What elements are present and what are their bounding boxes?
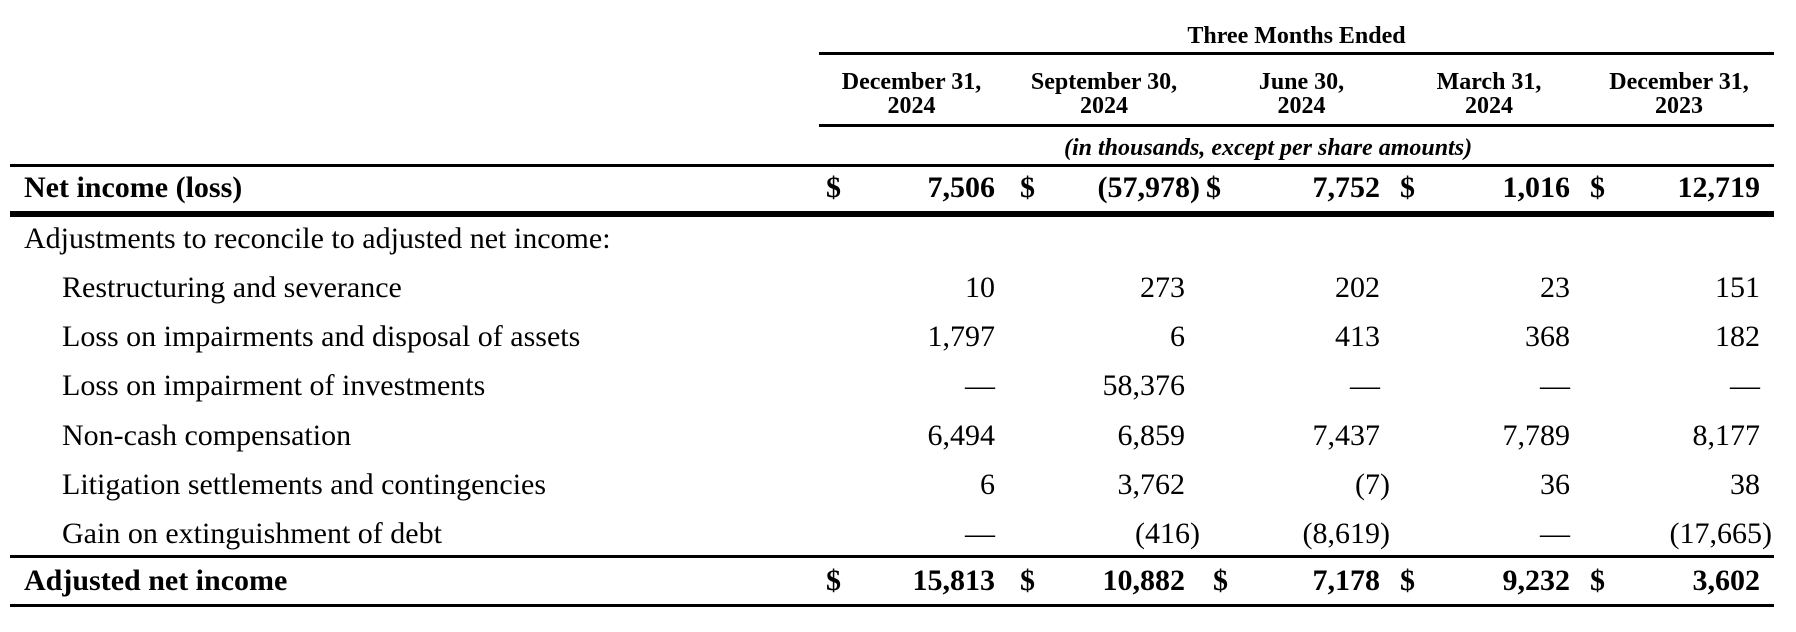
currency-symbol: $	[1020, 171, 1035, 204]
value-jun-2024: —	[1350, 369, 1380, 402]
row-label: Non-cash compensation	[62, 419, 352, 452]
value-dec-2023: 8,177	[1692, 419, 1760, 452]
value-jun-2024: 7,437	[1312, 419, 1380, 452]
currency-symbol: $	[1400, 564, 1415, 597]
row-label: Loss on impairment of investments	[62, 369, 486, 402]
row-label: Gain on extinguishment of debt	[62, 517, 442, 550]
value-dec-2024: —	[965, 369, 995, 402]
row-label: Net income (loss)	[24, 171, 243, 204]
value-jun-2024: 413	[1335, 320, 1380, 353]
value-jun-2024: 202	[1335, 271, 1380, 304]
value-dec-2024: 1,797	[927, 320, 995, 353]
column-header-line1: December 31,	[841, 69, 982, 95]
value-sep-2024: 273	[1140, 271, 1185, 304]
column-header-dec-2024	[819, 70, 1004, 118]
value-sep-2024: 6	[1170, 320, 1185, 353]
units-note: (in thousands, except per share amounts)	[1064, 135, 1473, 161]
row-label: Restructuring and severance	[62, 271, 402, 304]
currency-symbol: $	[1020, 564, 1035, 597]
value-dec-2023: 38	[1730, 468, 1760, 501]
column-header-line1: December 31,	[1609, 69, 1749, 95]
value-mar-2024: 36	[1540, 468, 1570, 501]
currency-symbol: $	[826, 171, 841, 204]
value-mar-2024: —	[1540, 517, 1570, 550]
currency-symbol: $	[1590, 171, 1605, 204]
value-jun-2024: 7,752	[1312, 171, 1380, 204]
column-header-line2: 2024	[1277, 93, 1326, 119]
column-header-line2: 2023	[1655, 93, 1703, 119]
currency-symbol: $	[826, 564, 841, 597]
value-mar-2024: 9,232	[1502, 564, 1570, 597]
value-dec-2024: 10	[965, 271, 995, 304]
column-header-line2: 2024	[1465, 93, 1513, 119]
value-sep-2024: 58,376	[1102, 369, 1185, 402]
column-header-line1: September 30,	[1030, 69, 1178, 95]
column-header-line1: June 30,	[1258, 69, 1345, 95]
column-header-dec-2023	[1584, 70, 1774, 118]
adjusted-net-income-top-rule	[10, 555, 1774, 558]
adjustments-heading: Adjustments to reconcile to adjusted net income:	[24, 222, 611, 255]
value-sep-2024: (416)	[1135, 517, 1200, 550]
row-label: Litigation settlements and contingencies	[62, 468, 547, 501]
column-header-line2: 2024	[1080, 93, 1128, 119]
value-dec-2023: 151	[1715, 271, 1760, 304]
column-header-line1: March 31,	[1436, 69, 1542, 95]
value-dec-2023: 182	[1715, 320, 1760, 353]
value-jun-2024: (7)	[1355, 468, 1390, 501]
value-jun-2024: (8,619)	[1302, 517, 1390, 550]
value-dec-2023: 3,602	[1692, 564, 1760, 597]
header-rule	[819, 52, 1774, 55]
value-dec-2023: 12,719	[1677, 171, 1760, 204]
column-header-line2: 2024	[887, 93, 936, 119]
units-rule	[10, 164, 1774, 167]
value-sep-2024: 6,859	[1117, 419, 1185, 452]
value-dec-2024: 15,813	[912, 564, 995, 597]
value-jun-2024: 7,178	[1312, 564, 1380, 597]
column-header-sep-2024	[1009, 70, 1199, 118]
value-dec-2024: —	[965, 517, 995, 550]
value-mar-2024: 7,789	[1502, 419, 1570, 452]
currency-symbol: $	[1400, 171, 1415, 204]
value-dec-2024: 6,494	[927, 419, 995, 452]
period-header: Three Months Ended	[1187, 23, 1406, 49]
row-label: Loss on impairments and disposal of assets	[62, 320, 581, 353]
row-label: Adjusted net income	[24, 564, 288, 597]
value-mar-2024: 1,016	[1502, 171, 1570, 204]
value-sep-2024: 3,762	[1117, 468, 1185, 501]
column-header-rule	[819, 124, 1774, 127]
value-dec-2024: 7,506	[927, 171, 995, 204]
value-mar-2024: 23	[1540, 271, 1570, 304]
adjusted-net-income-bottom-rule	[10, 604, 1774, 607]
net-income-rule	[10, 211, 1774, 217]
column-header-jun-2024	[1214, 70, 1389, 118]
value-dec-2024: 6	[980, 468, 995, 501]
value-mar-2024: —	[1540, 369, 1570, 402]
currency-symbol: $	[1590, 564, 1605, 597]
currency-symbol: $	[1213, 564, 1228, 597]
currency-symbol: $	[1206, 171, 1221, 204]
value-mar-2024: 368	[1525, 320, 1570, 353]
value-dec-2023: (17,665)	[1669, 517, 1772, 550]
column-header-mar-2024	[1404, 70, 1574, 118]
value-sep-2024: 10,882	[1102, 564, 1185, 597]
value-sep-2024: (57,978)	[1097, 171, 1200, 204]
value-dec-2023: —	[1730, 369, 1760, 402]
